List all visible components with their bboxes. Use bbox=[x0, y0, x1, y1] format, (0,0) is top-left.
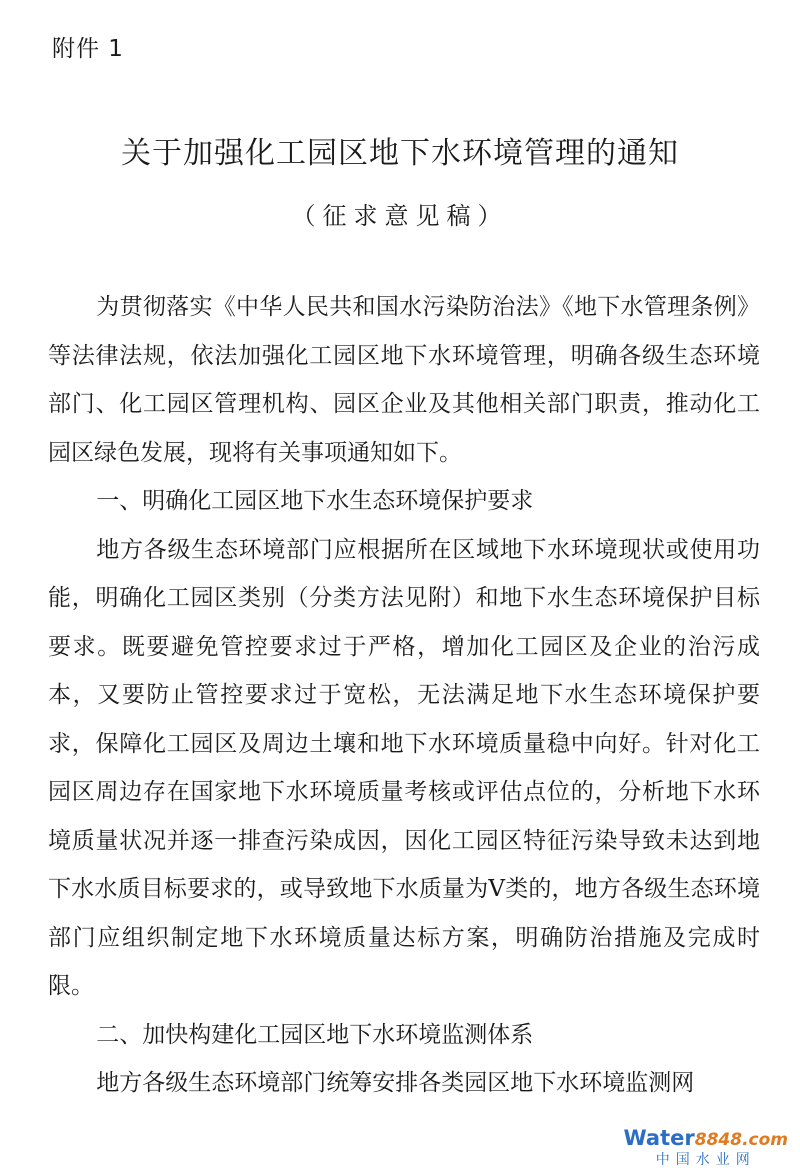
watermark-subtitle: 中国水业网 bbox=[655, 1152, 756, 1168]
section-heading-2: 二、加快构建化工园区地下水环境监测体系 bbox=[96, 1021, 534, 1048]
section-heading-1: 一、明确化工园区地下水生态环境保护要求 bbox=[96, 488, 534, 514]
document-title: 关于加强化工园区地下水环境管理的通知 bbox=[121, 136, 679, 171]
intro-paragraph: 为贯彻落实《中华人民共和国水污染防治法》《地下水管理条例》等法律法规，依法加强化工园区地下水环境管理，明确各级生态环境部门、化工园区管理机构、园区企业及其他相关部门职责，推动化工园区绿色发展，现将有关事项通知如下。 bbox=[48, 294, 760, 466]
watermark-brand: Water8848.com bbox=[623, 1126, 788, 1150]
section-body-1: 地方各级生态环境部门应根据所在区域地下水环境现状或使用功能，明确化工园区类别（分类方法见附）和地下水生态环境保护目标要求。既要避免管控要求过于严格，增加化工园区及企业的治污成本，又要防止管控要求过于宽松，无法满足地下水生态环境保护要求，保障化工园区及周边土壤和地下水环境质量稳中向好。针对化工园区周边存在国家地下水环境质量考核或评估点位的，分析地下水环境质量状况并逐一排查污染成因，因化工园区特征污染导致未达到地下水水质目标要求的，或导致地下水质量为Ⅴ类的，地方各级生态环境部门应组织制定地下水环境质量达标方案，明确防治措施及完成时限。 bbox=[48, 536, 760, 999]
site-watermark bbox=[624, 1126, 789, 1168]
section-body-2: 地方各级生态环境部门统筹安排各类园区地下水环境监测网 bbox=[96, 1070, 695, 1096]
attachment-label: 附件 1 bbox=[52, 36, 124, 62]
document-subtitle: （征求意见稿） bbox=[291, 202, 509, 230]
document-body bbox=[48, 283, 760, 1108]
